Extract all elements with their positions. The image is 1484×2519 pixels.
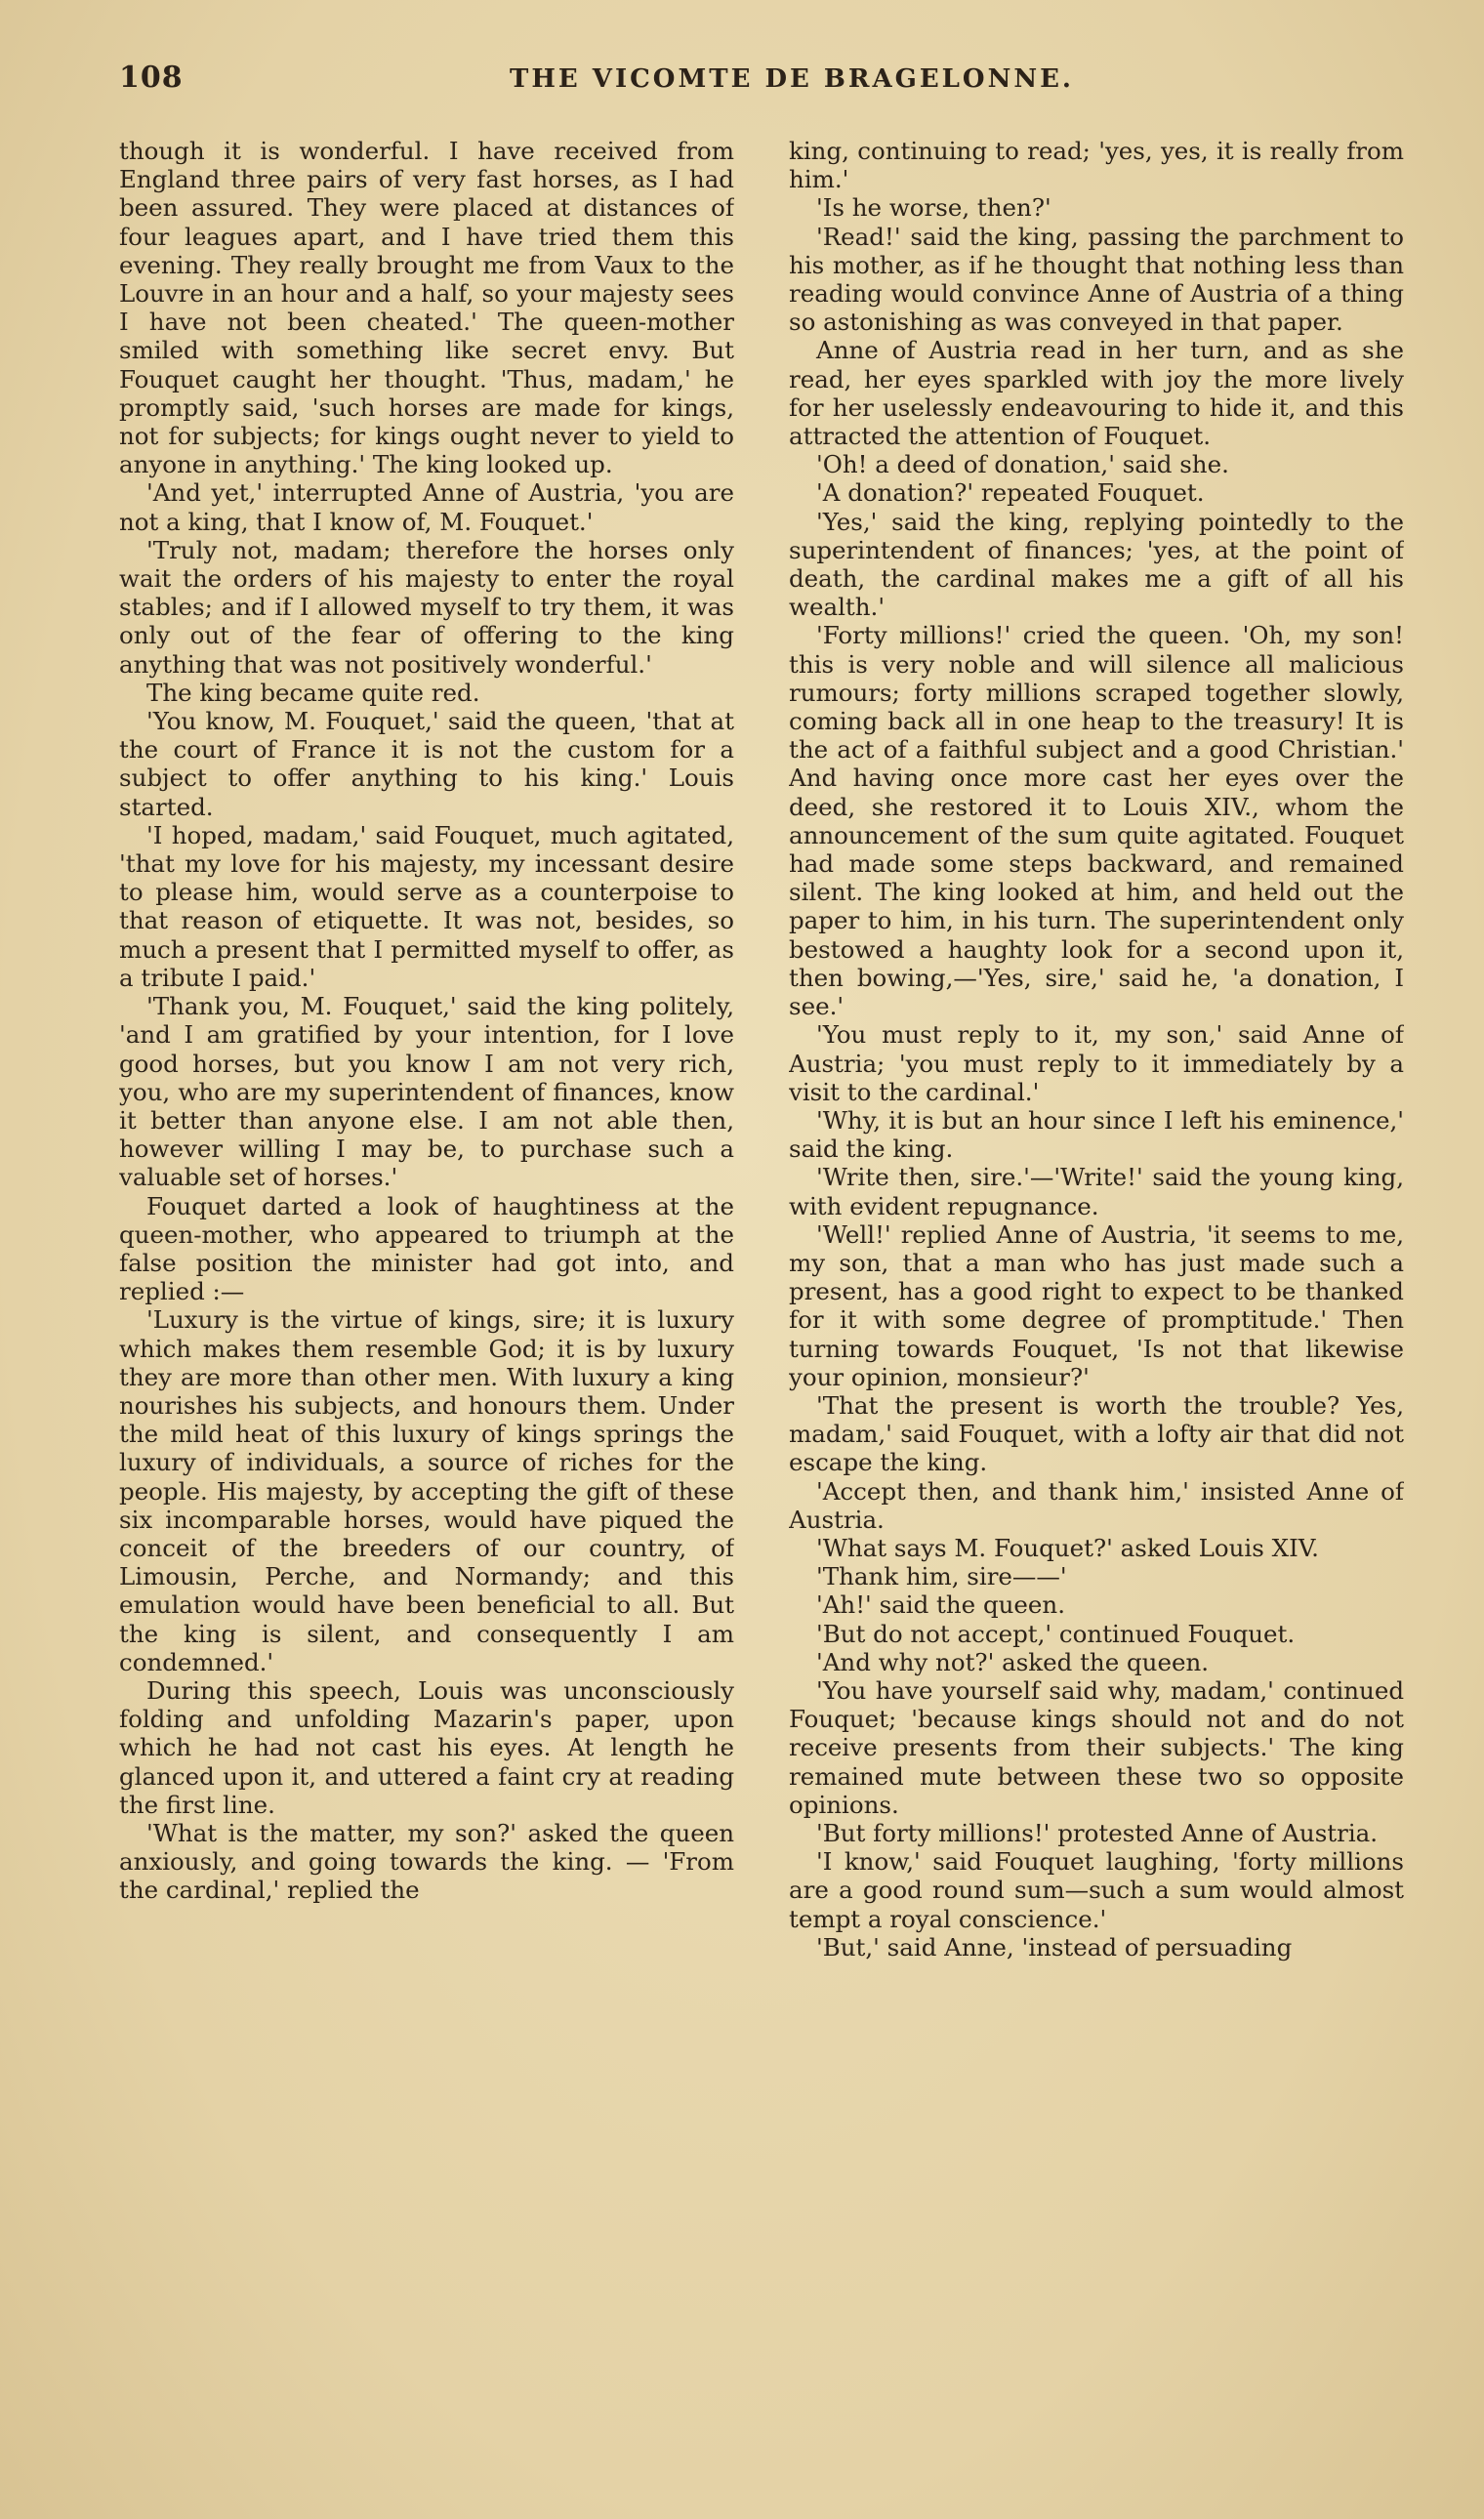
running-title: THE VICOMTE DE BRAGELONNE. (510, 64, 1074, 94)
paragraph: 'Is he worse, then?' (816, 193, 1051, 223)
paragraph: 'But forty millions!' protested Anne of Austria. (816, 1818, 1379, 1847)
paragraph: 'Accept then, and thank him,' insisted Anne of Austria. (789, 1476, 1404, 1534)
paragraph: 'Thank you, M. Fouquet,' said the king politely, 'and I am gratified by your intention, for I love good horses, but you know I am not very rich, you, who are my superintendent of finances, know it better than anyone else. I am not able then, however willing I may be, to purchase such a valuable set of horses.' (119, 992, 734, 1192)
page-header (119, 61, 1406, 109)
paragraph: 'What says M. Fouquet?' asked Louis XIV. (816, 1533, 1319, 1562)
paragraph: 'Oh! a deed of donation,' said she. (816, 450, 1229, 479)
paragraph: 'You have yourself said why, madam,' continued Fouquet; 'because kings should not and do not receive presents from their subjects.' The king remained mute between these two so opposite opinions. (789, 1675, 1404, 1819)
right-column (789, 137, 1404, 2480)
paragraph: 'But,' said Anne, 'instead of persuading (816, 1932, 1293, 1962)
paragraph: 'What is the matter, my son?' asked the queen anxiously, and going towards the king. — 'From the cardinal,' replied the (119, 1818, 734, 1905)
paragraph: During this speech, Louis was unconsciously folding and unfolding Mazarin's paper, upon which he had not cast his eyes. At length he glanced upon it, and uttered a faint cry at reading the first line. (119, 1675, 734, 1819)
paragraph: The king became quite red. (146, 678, 480, 707)
paragraph: 'Why, it is but an hour since I left his eminence,' said the king. (789, 1105, 1404, 1164)
paragraph: 'A donation?' repeated Fouquet. (816, 478, 1205, 508)
paragraph: 'Well!' replied Anne of Austria, 'it seems to me, my son, that a man who has just made such a present, has a good right to expect to be thanked for it with some degree of promptitude.' Then turning towards Fouquet, 'Is not that likewise your opinion, monsieur?' (789, 1219, 1404, 1391)
paragraph: 'Write then, sire.'—'Write!' said the young king, with evident repugnance. (789, 1163, 1404, 1220)
paragraph: 'Ah!' said the queen. (816, 1590, 1066, 1620)
paragraph: 'Luxury is the virtue of kings, sire; it is luxury which makes them resemble God; it is by luxury they are more than other men. With luxury a king nourishes his subjects, and honours them. Under the mild heat of this luxury of kings springs the luxury of individuals, a source of riches for the people. His majesty, by accepting the gift of these six incomparable horses, would have piqued the conceit of the breeders of our country, of Limousin, Perche, and Normandy; and this emulation would have been beneficial to all. But the king is silent, and consequently I am condemned.' (119, 1305, 734, 1676)
paragraph: 'But do not accept,' continued Fouquet. (816, 1619, 1296, 1648)
paragraph: 'Forty millions!' cried the queen. 'Oh, my son! this is very noble and will silence all malicious rumours; forty millions scraped together slowly, coming back all in one heap to the treasury! It is the act of a faithful subject and a good Christian.' And having once more cast her eyes over the deed, she restored it to Louis XIV., whom the announcement of the sum quite agitated. Fouquet had made some steps backward, and remained silent. The king looked at him, and held out the paper to him, in his turn. The superintendent only bestowed a haughty look for a second upon it, then bowing,—'Yes, sire,' said he, 'a donation, I see.' (789, 621, 1404, 1021)
paragraph: 'You must reply to it, my son,' said Anne of Austria; 'you must reply to it immediately by a visit to the cardinal.' (789, 1020, 1404, 1106)
paragraph: 'Read!' said the king, passing the parchment to his mother, as if he thought that nothing less than reading would convince Anne of Austria of a thing so astonishing as was conveyed in that paper. (789, 222, 1404, 337)
paragraph: 'You know, M. Fouquet,' said the queen, 'that at the court of France it is not the custom for a subject to offer anything to his king.' Louis started. (119, 707, 734, 821)
paragraph: 'I hoped, madam,' said Fouquet, much agitated, 'that my love for his majesty, my incessant desire to please him, would serve as a counterpoise to that reason of etiquette. It was not, besides, so much a present that I permitted myself to offer, as a tribute I paid.' (119, 820, 734, 992)
paragraph: 'I know,' said Fouquet laughing, 'forty millions are a good round sum—such a sum would almost tempt a royal conscience.' (789, 1847, 1404, 1933)
paragraph: Fouquet darted a look of haughtiness at the queen-mother, who appeared to triumph at the false position the minister had got into, and replied :— (119, 1191, 734, 1306)
paragraph: king, continuing to read; 'yes, yes, it is really from him.' (789, 137, 1404, 194)
paragraph: 'And yet,' interrupted Anne of Austria, 'you are not a king, that I know of, M. Fouquet.' (119, 478, 734, 536)
paragraph: though it is wonderful. I have received from England three pairs of very fast horses, as I had been assured. They were placed at distances of four leagues apart, and I have tried them this evening. They really brought me from Vaux to the Louvre in an hour and a half, so your majesty sees I have not been cheated.' The queen-mother smiled with something like secret envy. But Fouquet caught her thought. 'Thus, madam,' he promptly said, 'such horses are made for kings, not for subjects; for kings ought never to yield to anyone in anything.' The king looked up. (119, 137, 734, 479)
paragraph: 'Yes,' said the king, replying pointedly to the superintendent of finances; 'yes, at the point of death, the cardinal makes me a gift of all his wealth.' (789, 507, 1404, 622)
left-column (119, 137, 734, 2480)
page-number: 108 (119, 61, 184, 95)
paragraph: 'That the present is worth the trouble? Yes, madam,' said Fouquet, with a lofty air that did not escape the king. (789, 1390, 1404, 1477)
paragraph: Anne of Austria read in her turn, and as she read, her eyes sparkled with joy the more lively for her uselessly endeavouring to hide it, and this attracted the attention of Fouquet. (789, 336, 1404, 451)
paragraph: 'Thank him, sire——' (816, 1562, 1067, 1591)
paragraph: 'And why not?' asked the queen. (816, 1647, 1210, 1676)
paragraph: 'Truly not, madam; therefore the horses only wait the orders of his majesty to enter the royal stables; and if I allowed myself to try them, it was only out of the fear of offering to the king anything that was not positively wonderful.' (119, 535, 734, 679)
